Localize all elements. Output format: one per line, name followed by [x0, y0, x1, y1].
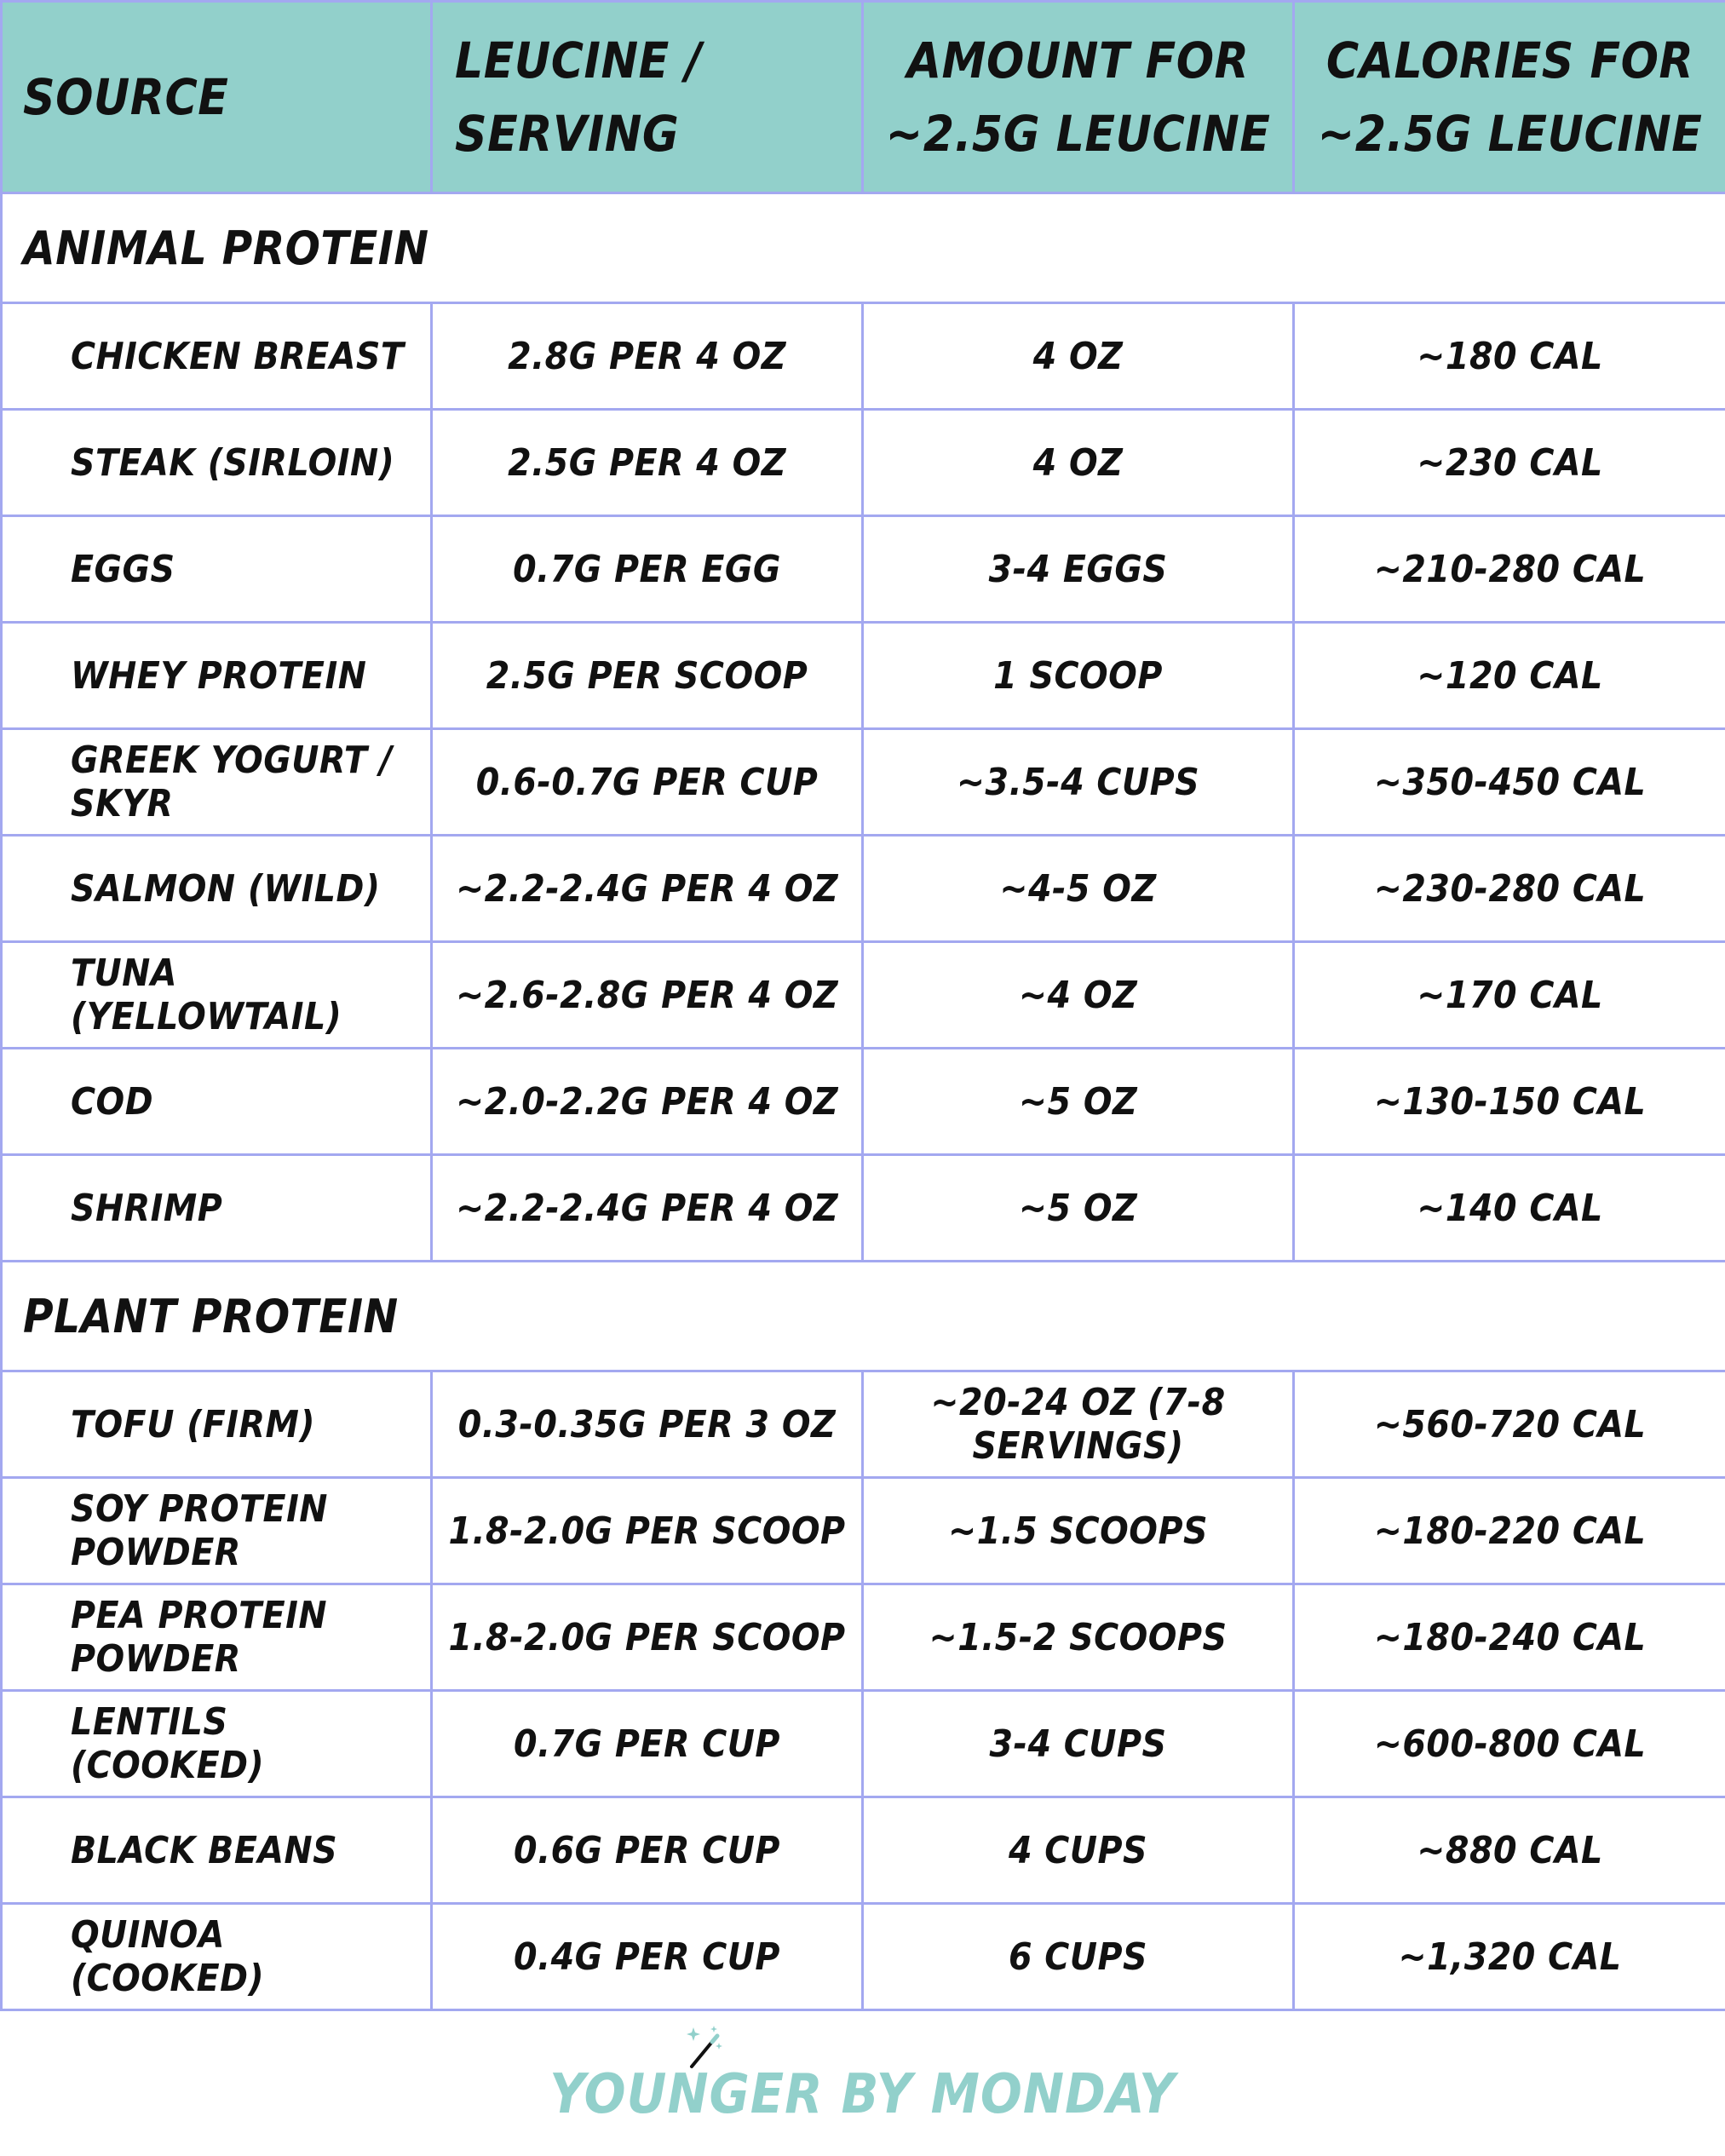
cell-leucine-per-serving: ~2.6-2.8G PER 4 OZ — [432, 942, 863, 1049]
table-row — [2, 836, 1725, 942]
cell-calories: ~230 CAL — [1294, 410, 1725, 516]
cell-source: LENTILS (COOKED) — [2, 1691, 432, 1797]
cell-source: COD — [2, 1049, 432, 1155]
cell-amount: ~4-5 OZ — [863, 836, 1294, 942]
cell-amount: ~1.5 SCOOPS — [863, 1478, 1294, 1584]
cell-leucine-per-serving: 1.8-2.0G PER SCOOP — [432, 1584, 863, 1691]
cell-source: STEAK (SIRLOIN) — [2, 410, 432, 516]
table-row — [2, 623, 1725, 729]
cell-source: WHEY PROTEIN — [2, 623, 432, 729]
cell-amount: 3-4 CUPS — [863, 1691, 1294, 1797]
table-row — [2, 1155, 1725, 1262]
cell-source: TOFU (FIRM) — [2, 1371, 432, 1478]
header-amount-line1: AMOUNT FOR — [906, 32, 1250, 89]
cell-leucine-per-serving: 0.3-0.35G PER 3 OZ — [432, 1371, 863, 1478]
cell-amount: ~5 OZ — [863, 1049, 1294, 1155]
cell-amount: ~5 OZ — [863, 1155, 1294, 1262]
cell-calories: ~350-450 CAL — [1294, 729, 1725, 836]
table-row — [2, 1797, 1725, 1904]
cell-amount: 6 CUPS — [863, 1904, 1294, 2010]
cell-leucine-per-serving: 2.8G PER 4 OZ — [432, 303, 863, 410]
table-row — [2, 1904, 1725, 2010]
cell-leucine-per-serving: 2.5G PER 4 OZ — [432, 410, 863, 516]
cell-amount: ~4 OZ — [863, 942, 1294, 1049]
cell-calories: ~210-280 CAL — [1294, 516, 1725, 623]
cell-source: EGGS — [2, 516, 432, 623]
table-row — [2, 1691, 1725, 1797]
cell-leucine-per-serving: 0.7G PER EGG — [432, 516, 863, 623]
cell-calories: ~880 CAL — [1294, 1797, 1725, 1904]
cell-calories: ~180-220 CAL — [1294, 1478, 1725, 1584]
cell-calories: ~170 CAL — [1294, 942, 1725, 1049]
cell-amount: 1 SCOOP — [863, 623, 1294, 729]
cell-calories: ~1,320 CAL — [1294, 1904, 1725, 2010]
cell-leucine-per-serving: ~2.0-2.2G PER 4 OZ — [432, 1049, 863, 1155]
footer — [0, 2019, 1725, 2156]
table-row — [2, 1478, 1725, 1584]
header-calories — [1294, 2, 1725, 193]
table-header — [2, 2, 1725, 193]
cell-leucine-per-serving: 0.4G PER CUP — [432, 1904, 863, 2010]
cell-amount: 4 CUPS — [863, 1797, 1294, 1904]
cell-leucine-per-serving: ~2.2-2.4G PER 4 OZ — [432, 1155, 863, 1262]
cell-source: BLACK BEANS — [2, 1797, 432, 1904]
cell-calories: ~180 CAL — [1294, 303, 1725, 410]
section-title: PLANT PROTEIN — [2, 1262, 1725, 1371]
table-row — [2, 1371, 1725, 1478]
cell-source: PEA PROTEIN POWDER — [2, 1584, 432, 1691]
cell-source: SALMON (WILD) — [2, 836, 432, 942]
cell-amount: ~3.5-4 CUPS — [863, 729, 1294, 836]
cell-amount: ~1.5-2 SCOOPS — [863, 1584, 1294, 1691]
table-row — [2, 1049, 1725, 1155]
cell-calories: ~560-720 CAL — [1294, 1371, 1725, 1478]
cell-calories: ~120 CAL — [1294, 623, 1725, 729]
table-row — [2, 303, 1725, 410]
cell-amount: 4 OZ — [863, 410, 1294, 516]
header-leucine-per-serving: LEUCINE / SERVING — [432, 2, 863, 193]
cell-source: TUNA (YELLOWTAIL) — [2, 942, 432, 1049]
cell-leucine-per-serving: ~2.2-2.4G PER 4 OZ — [432, 836, 863, 942]
cell-amount: ~20-24 OZ (7-8 SERVINGS) — [863, 1371, 1294, 1478]
cell-source: SHRIMP — [2, 1155, 432, 1262]
table-row — [2, 410, 1725, 516]
cell-source: GREEK YOGURT / SKYR — [2, 729, 432, 836]
cell-leucine-per-serving: 0.6G PER CUP — [432, 1797, 863, 1904]
cell-calories: ~130-150 CAL — [1294, 1049, 1725, 1155]
header-source: SOURCE — [2, 2, 432, 193]
cell-leucine-per-serving: 1.8-2.0G PER SCOOP — [432, 1478, 863, 1584]
header-calories-line1: CALORIES FOR — [1325, 32, 1694, 89]
cell-source: SOY PROTEIN POWDER — [2, 1478, 432, 1584]
cell-source: CHICKEN BREAST — [2, 303, 432, 410]
brand-wordmark: YOUNGER BY MONDAY — [549, 2063, 1176, 2126]
cell-amount: 4 OZ — [863, 303, 1294, 410]
table-body — [2, 193, 1725, 2010]
header-amount — [863, 2, 1294, 193]
section-row — [2, 1262, 1725, 1371]
table-row — [2, 729, 1725, 836]
cell-calories: ~180-240 CAL — [1294, 1584, 1725, 1691]
cell-leucine-per-serving: 2.5G PER SCOOP — [432, 623, 863, 729]
cell-leucine-per-serving: 0.6-0.7G PER CUP — [432, 729, 863, 836]
section-row — [2, 193, 1725, 303]
cell-calories: ~230-280 CAL — [1294, 836, 1725, 942]
cell-calories: ~600-800 CAL — [1294, 1691, 1725, 1797]
table-row — [2, 942, 1725, 1049]
cell-source: QUINOA (COOKED) — [2, 1904, 432, 2010]
table-row — [2, 1584, 1725, 1691]
section-title: ANIMAL PROTEIN — [2, 193, 1725, 303]
cell-calories: ~140 CAL — [1294, 1155, 1725, 1262]
cell-amount: 3-4 EGGS — [863, 516, 1294, 623]
header-calories-line2: ~2.5G LEUCINE — [1317, 105, 1703, 163]
cell-leucine-per-serving: 0.7G PER CUP — [432, 1691, 863, 1797]
header-amount-line2: ~2.5G LEUCINE — [885, 105, 1271, 163]
header-row — [2, 2, 1725, 193]
table-row — [2, 516, 1725, 623]
